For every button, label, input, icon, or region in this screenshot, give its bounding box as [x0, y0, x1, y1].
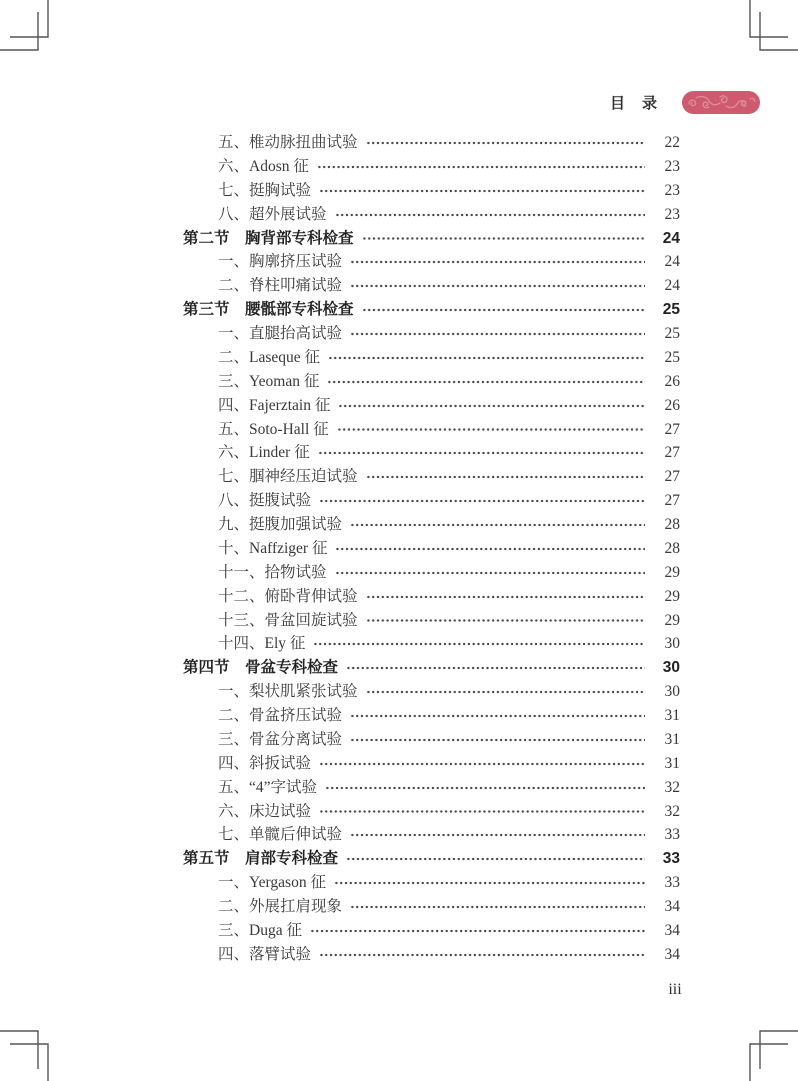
toc-entry-label: 一、梨状肌紧张试验 [218, 683, 358, 701]
toc-item-row [183, 919, 680, 943]
toc-dotted-leader [319, 489, 645, 513]
toc-entry-label: 一、直腿抬高试验 [218, 325, 343, 342]
toc-entry-label: 七、单髋后伸试验 [218, 826, 343, 844]
toc-entry-label: 第五节 肩部专科检查 [183, 850, 339, 868]
page-header [610, 91, 760, 114]
toc-entry-page: 34 [664, 898, 680, 915]
toc-entry-label: 七、腘神经压迫试验 [218, 468, 358, 486]
toc-dotted-leader [350, 274, 645, 298]
folio-page-number: iii [668, 981, 682, 998]
toc-section-row [183, 227, 680, 251]
toc-entry-label: 一、胸廓挤压试验 [218, 253, 343, 271]
toc-entry-page: 33 [662, 850, 680, 868]
toc-section-row [183, 847, 680, 871]
toc-entry-label: 二、骨盆挤压试验 [218, 707, 343, 724]
toc-dotted-leader [346, 847, 645, 871]
toc-item-row [183, 465, 680, 489]
toc-list [183, 131, 680, 967]
toc-entry-page: 24 [664, 277, 680, 295]
toc-item-row [183, 561, 680, 585]
toc-entry-page: 25 [662, 301, 680, 319]
toc-entry-label: 第四节 骨盆专科检查 [183, 659, 339, 677]
toc-item-row [183, 394, 680, 418]
toc-entry-label: 五、椎动脉扭曲试验 [218, 134, 358, 151]
toc-entry-label: 二、Laseque 征 [218, 348, 321, 366]
toc-item-row [183, 632, 680, 656]
toc-dotted-leader [325, 776, 645, 800]
toc-dotted-leader [335, 561, 645, 585]
toc-item-row [183, 274, 680, 298]
toc-dotted-leader [350, 322, 645, 346]
toc-dotted-leader [366, 131, 645, 155]
toc-entry-label: 二、外展扛肩现象 [218, 898, 343, 915]
toc-dotted-leader [350, 728, 645, 752]
toc-entry-label: 第三节 腰骶部专科检查 [183, 301, 354, 319]
toc-item-row [183, 322, 680, 346]
toc-dotted-leader [338, 394, 645, 418]
toc-item-row [183, 728, 680, 752]
toc-item-row [183, 250, 680, 274]
toc-item-row [183, 537, 680, 561]
toc-entry-page: 29 [664, 611, 680, 629]
toc-entry-page: 27 [664, 420, 680, 438]
toc-entry-label: 三、骨盆分离试验 [218, 730, 343, 748]
toc-entry-label: 十一、拾物试验 [218, 563, 327, 581]
toc-item-row [183, 871, 680, 895]
toc-entry-page: 34 [664, 921, 680, 939]
toc-item-row [183, 895, 680, 919]
toc-item-row [183, 489, 680, 513]
toc-entry-page: 34 [664, 945, 680, 963]
toc-entry-page: 32 [664, 778, 680, 796]
toc-entry-page: 30 [664, 683, 680, 701]
toc-entry-label: 四、落臂试验 [218, 945, 312, 963]
ornament-badge-icon [682, 91, 760, 114]
toc-item-row [183, 823, 680, 847]
toc-section-row [183, 656, 680, 680]
toc-item-row [183, 800, 680, 824]
toc-item-row [183, 370, 680, 394]
toc-dotted-leader [319, 800, 645, 824]
toc-item-row [183, 513, 680, 537]
toc-entry-label: 一、Yergason 征 [218, 874, 326, 892]
toc-entry-label: 四、斜扳试验 [218, 754, 312, 772]
toc-entry-page: 32 [664, 802, 680, 820]
toc-item-row [183, 776, 680, 800]
toc-item-row [183, 585, 680, 609]
toc-entry-page: 30 [662, 659, 680, 677]
toc-entry-label: 三、Duga 征 [218, 921, 302, 939]
toc-entry-page: 31 [664, 754, 680, 772]
toc-item-row [183, 179, 680, 203]
toc-entry-label: 六、Adosn 征 [218, 157, 309, 175]
toc-item-row [183, 609, 680, 633]
toc-entry-page: 27 [664, 444, 680, 462]
toc-entry-page: 27 [664, 468, 680, 486]
toc-entry-page: 30 [664, 635, 680, 653]
page-title: 目 录 [609, 95, 658, 112]
toc-item-row [183, 680, 680, 704]
toc-entry-page: 26 [664, 396, 680, 414]
toc-entry-page: 24 [664, 253, 680, 271]
toc-dotted-leader [350, 895, 645, 919]
toc-entry-label: 三、Yeoman 征 [218, 372, 320, 390]
toc-dotted-leader [318, 441, 645, 465]
toc-entry-label: 十三、骨盆回旋试验 [218, 611, 358, 629]
toc-entry-label: 七、挺胸试验 [218, 181, 312, 199]
toc-dotted-leader [319, 943, 645, 967]
toc-entry-page: 24 [662, 229, 680, 247]
toc-entry-label: 十二、俯卧背伸试验 [218, 587, 358, 605]
toc-dotted-leader [366, 465, 645, 489]
toc-dotted-leader [350, 823, 645, 847]
toc-entry-page: 23 [664, 157, 680, 175]
toc-item-row [183, 943, 680, 967]
toc-entry-page: 22 [664, 134, 680, 151]
toc-dotted-leader [350, 513, 645, 537]
toc-dotted-leader [319, 179, 645, 203]
toc-dotted-leader [350, 704, 645, 728]
toc-item-row [183, 752, 680, 776]
toc-entry-page: 25 [664, 348, 680, 366]
toc-item-row [183, 155, 680, 179]
toc-entry-label: 九、挺腹加强试验 [218, 516, 343, 533]
toc-entry-label: 四、Fajerztain 征 [218, 396, 331, 414]
toc-entry-label: 第二节 胸背部专科检查 [183, 229, 354, 247]
toc-dotted-leader [335, 537, 645, 561]
toc-dotted-leader [362, 298, 645, 322]
toc-dotted-leader [335, 203, 645, 227]
toc-entry-page: 31 [664, 730, 680, 748]
toc-dotted-leader [366, 609, 645, 633]
toc-item-row [183, 203, 680, 227]
toc-dotted-leader [317, 155, 645, 179]
toc-section-row [183, 298, 680, 322]
toc-item-row [183, 346, 680, 370]
toc-dotted-leader [310, 919, 645, 943]
toc-dotted-leader [350, 250, 645, 274]
toc-entry-page: 28 [664, 539, 680, 557]
toc-entry-label: 八、超外展试验 [218, 205, 327, 223]
toc-item-row [183, 441, 680, 465]
toc-dotted-leader [346, 656, 645, 680]
toc-dotted-leader [362, 227, 645, 251]
toc-entry-page: 33 [664, 826, 680, 844]
toc-entry-page: 33 [664, 874, 680, 892]
toc-item-row [183, 418, 680, 442]
toc-entry-page: 23 [664, 181, 680, 199]
toc-item-row [183, 704, 680, 728]
toc-dotted-leader [334, 871, 645, 895]
toc-dotted-leader [337, 418, 645, 442]
toc-dotted-leader [328, 346, 645, 370]
toc-entry-page: 31 [664, 707, 680, 724]
toc-entry-label: 十四、Ely 征 [218, 635, 306, 653]
toc-entry-label: 六、Linder 征 [218, 444, 310, 462]
toc-entry-page: 25 [664, 325, 680, 342]
toc-entry-label: 十、Naffziger 征 [218, 539, 328, 557]
toc-entry-label: 五、“4”字试验 [218, 778, 318, 796]
toc-dotted-leader [319, 752, 645, 776]
toc-entry-page: 29 [664, 563, 680, 581]
toc-entry-page: 28 [664, 516, 680, 533]
toc-dotted-leader [313, 632, 645, 656]
toc-entry-label: 八、挺腹试验 [218, 492, 312, 510]
toc-entry-label: 六、床边试验 [218, 802, 312, 820]
toc-entry-page: 27 [664, 492, 680, 510]
toc-entry-page: 23 [664, 205, 680, 223]
toc-dotted-leader [366, 585, 645, 609]
toc-entry-page: 26 [664, 372, 680, 390]
toc-item-row [183, 131, 680, 155]
toc-dotted-leader [366, 680, 645, 704]
toc-entry-label: 二、脊柱叩痛试验 [218, 277, 343, 295]
toc-entry-label: 五、Soto-Hall 征 [218, 420, 329, 438]
toc-dotted-leader [327, 370, 645, 394]
toc-entry-page: 29 [664, 587, 680, 605]
